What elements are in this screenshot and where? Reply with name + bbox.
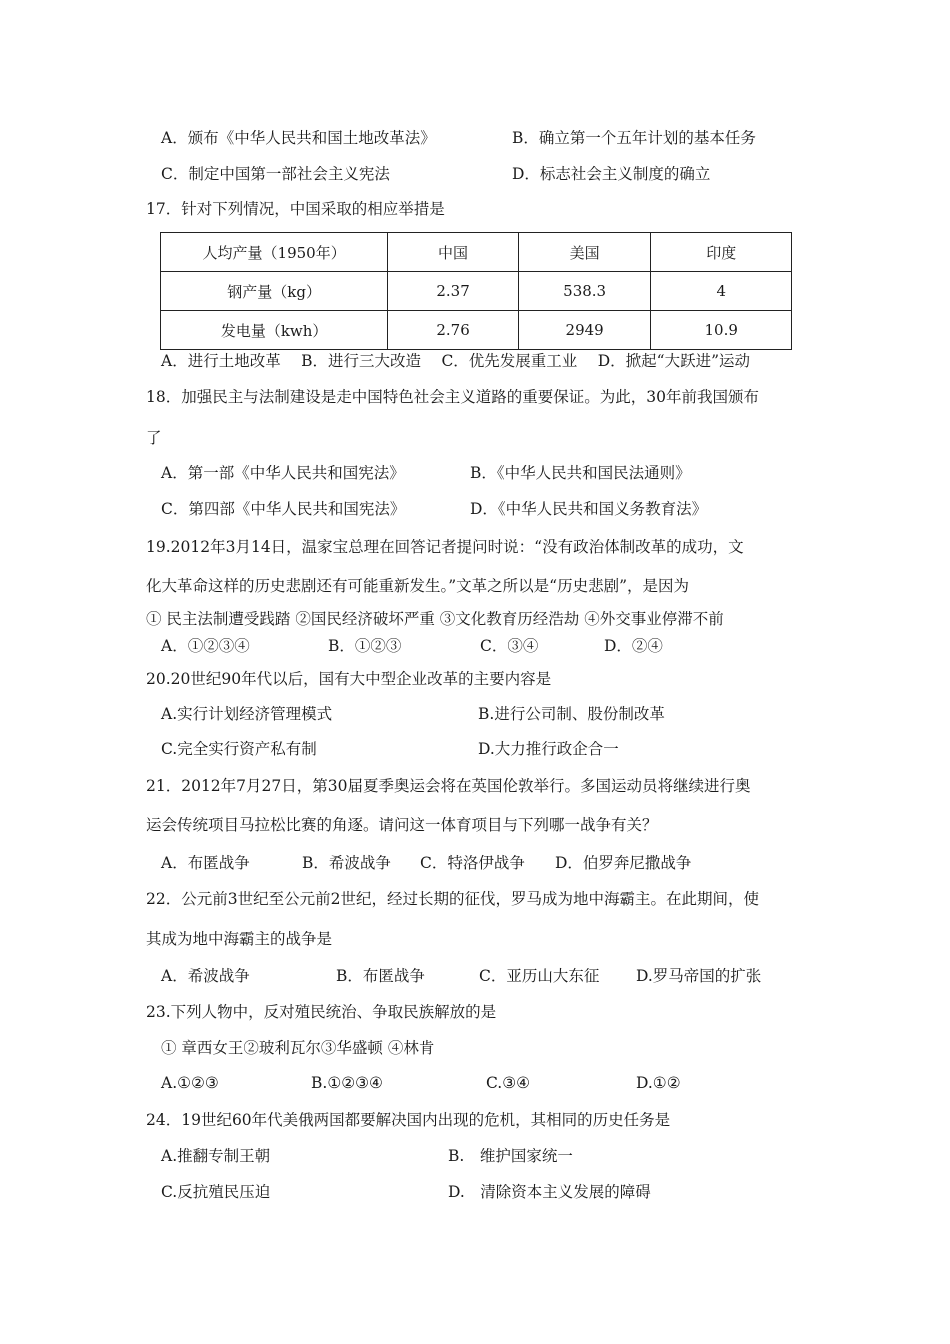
q22-stem-line2: 其成为地中海霸主的战争是 — [146, 930, 333, 948]
q22-option-a: A．希波战争 — [161, 967, 250, 985]
q22-option-b: B．布匿战争 — [336, 967, 425, 985]
q19-items: ① 民主法制遭受践踏 ②国民经济破坏严重 ③文化教育历经浩劫 ④外交事业停滞不前 — [146, 610, 724, 628]
q16-option-b: B．确立第一个五年计划的基本任务 — [512, 129, 756, 147]
q24-stem: 24．19世纪60年代美俄两国都要解决国内出现的危机，其相同的历史任务是 — [146, 1111, 671, 1129]
q18-option-c: C．第四部《中华人民共和国宪法》 — [161, 500, 406, 518]
q23-option-c: C.③④ — [486, 1074, 531, 1092]
table-row — [161, 311, 792, 350]
q19-stem-line1: 19.2012年3月14日，温家宝总理在回答记者提问时说：“没有政治体制改革的成功，文 — [146, 538, 744, 556]
table-header-cell: 美国 — [518, 233, 651, 272]
q18-stem-line1: 18．加强民主与法制建设是走中国特色社会主义道路的重要保证。为此，30年前我国颁布 — [146, 388, 759, 406]
table-cell: 2949 — [518, 311, 651, 350]
table-cell: 4 — [651, 272, 792, 311]
q18-option-d: D．《中华人民共和国义务教育法》 — [470, 500, 708, 518]
q17-stem: 17．针对下列情况，中国采取的相应举措是 — [146, 200, 445, 218]
q21-stem-line2: 运会传统项目马拉松比赛的角逐。请问这一体育项目与下列哪一战争有关？ — [146, 816, 658, 834]
q21-option-a: A．布匿战争 — [161, 854, 250, 872]
q24-option-d: D. 清除资本主义发展的障碍 — [448, 1183, 651, 1201]
q20-option-b: B.进行公司制、股份制改革 — [478, 705, 665, 723]
q22-option-d: D.罗马帝国的扩张 — [636, 967, 762, 985]
q23-stem: 23.下列人物中，反对殖民统治、争取民族解放的是 — [146, 1003, 497, 1021]
table-cell: 2.76 — [388, 311, 519, 350]
q22-stem-line1: 22．公元前3世纪至公元前2世纪，经过长期的征伐，罗马成为地中海霸主。在此期间，使 — [146, 890, 759, 908]
table-cell: 538.3 — [518, 272, 651, 311]
q16-option-c: C．制定中国第一部社会主义宪法 — [161, 165, 390, 183]
table-cell: 2.37 — [388, 272, 519, 311]
q18-option-b: B．《中华人民共和国民法通则》 — [470, 464, 691, 482]
q21-option-d: D．伯罗奔尼撒战争 — [555, 854, 692, 872]
table-header-cell: 中国 — [388, 233, 519, 272]
q21-stem-line1: 21．2012年7月27日，第30届夏季奥运会将在英国伦敦举行。多国运动员将继续进行奥 — [146, 777, 751, 795]
q18-option-a: A．第一部《中华人民共和国宪法》 — [161, 464, 405, 482]
q16-option-d: D．标志社会主义制度的确立 — [512, 165, 711, 183]
table-row — [161, 272, 792, 311]
table-header-row — [161, 233, 792, 272]
q24-option-c: C.反抗殖民压迫 — [161, 1183, 271, 1201]
q22-option-c: C．亚历山大东征 — [479, 967, 600, 985]
table-cell: 发电量（kwh） — [161, 311, 388, 350]
q19-option-b: B．①②③ — [328, 637, 402, 655]
q19-stem-line2: 化大革命这样的历史悲剧还有可能重新发生。”文革之所以是“历史悲剧”，是因为 — [146, 577, 690, 595]
table-cell: 钢产量（kg） — [161, 272, 388, 311]
q21-option-c: C．特洛伊战争 — [420, 854, 525, 872]
q20-option-a: A.实行计划经济管理模式 — [161, 705, 333, 723]
q23-option-b: B.①②③④ — [311, 1074, 383, 1092]
q23-items: ① 章西女王②玻利瓦尔③华盛顿 ④林肯 — [161, 1039, 435, 1057]
table-header-cell: 印度 — [651, 233, 792, 272]
q18-stem-line2: 了 — [146, 429, 162, 447]
q17-options: A．进行土地改革 B．进行三大改造 C．优先发展重工业 D．掀起“大跃进”运动 — [161, 352, 751, 370]
q20-option-d: D.大力推行政企合一 — [478, 740, 619, 758]
q24-option-a: A.推翻专制王朝 — [161, 1147, 271, 1165]
q20-option-c: C.完全实行资产私有制 — [161, 740, 317, 758]
table-cell: 10.9 — [651, 311, 792, 350]
q23-option-d: D.①② — [636, 1074, 681, 1092]
q20-stem: 20.20世纪90年代以后，国有大中型企业改革的主要内容是 — [146, 670, 552, 688]
q16-option-a: A．颁布《中华人民共和国土地改革法》 — [161, 129, 436, 147]
q23-option-a: A.①②③ — [161, 1074, 219, 1092]
q19-option-a: A．①②③④ — [161, 637, 250, 655]
q21-option-b: B．希波战争 — [302, 854, 391, 872]
q19-option-d: D．②④ — [604, 637, 663, 655]
q24-option-b: B. 维护国家统一 — [448, 1147, 573, 1165]
q19-option-c: C．③④ — [480, 637, 539, 655]
table-header-cell: 人均产量（1950年） — [161, 233, 388, 272]
q17-data-table — [160, 232, 792, 350]
